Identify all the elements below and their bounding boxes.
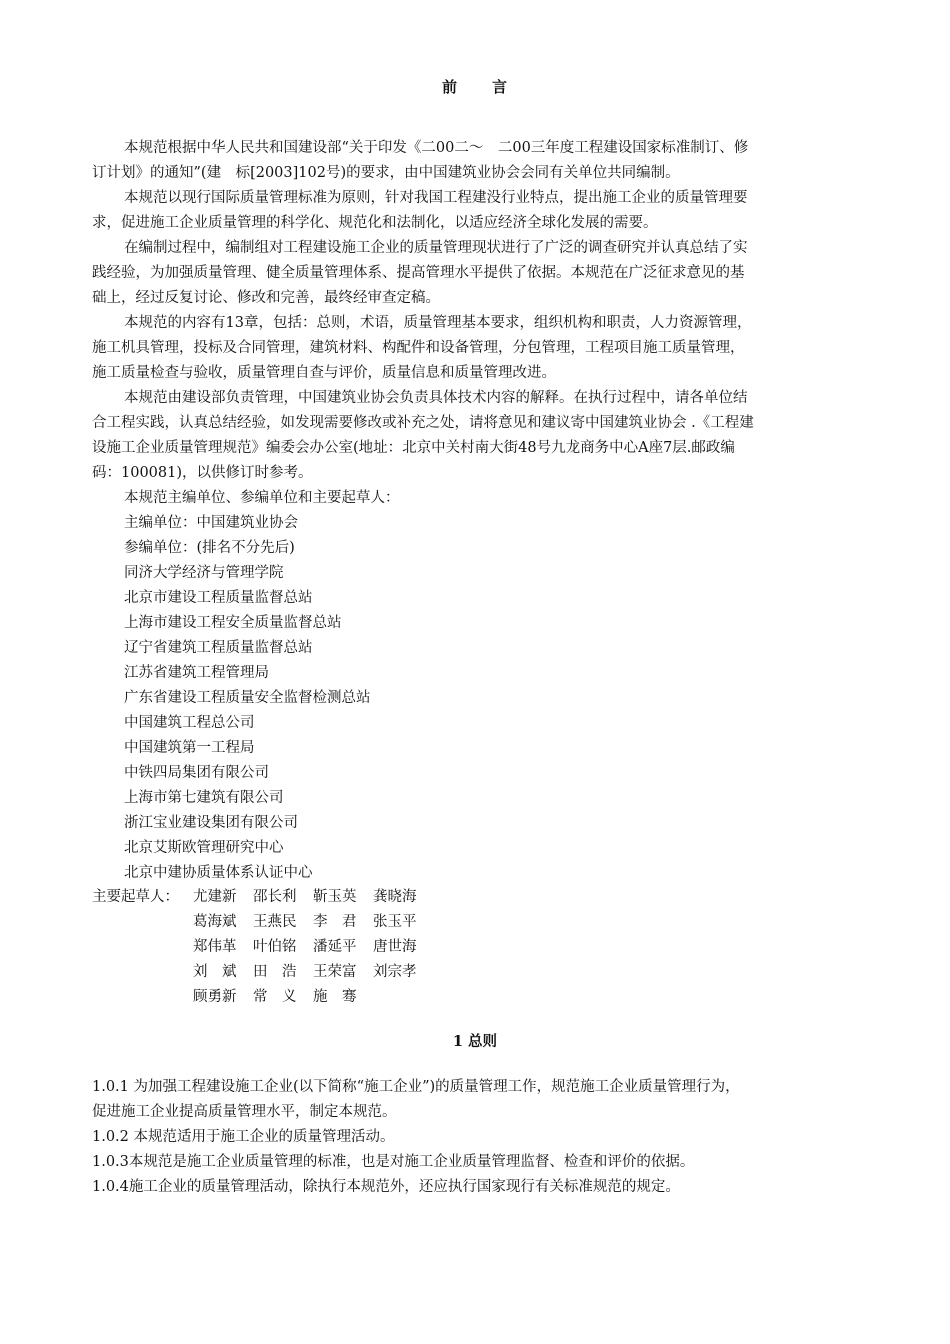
para-1-line-2: 订计划》的通知”(建 标[2003]102号)的要求，由中国建筑业协会会同有关单位共同编制。 xyxy=(92,165,680,181)
drafter-name: 常 义 xyxy=(253,989,297,1005)
unit-item: 同济大学经济与管理学院 xyxy=(124,565,284,581)
unit-item: 江苏省建筑工程管理局 xyxy=(124,665,269,681)
drafter-name: 王荣富 xyxy=(313,964,357,980)
para-1-line-1: 本规范根据中华人民共和国建设部“关于印发《二00二～ 二00三年度工程建设国家标准制订、修 xyxy=(124,140,749,156)
para-3-line-3: 础上，经过反复讨论、修改和完善，最终经审查定稿。 xyxy=(92,290,440,306)
unit-item: 北京艾斯欧管理研究中心 xyxy=(124,840,284,856)
drafters-row xyxy=(193,985,373,1010)
chapter-1-heading: 1 总则 xyxy=(452,1033,498,1050)
para-5-line-1: 本规范由建设部负责管理，中国建筑业协会负责具体技术内容的解释。在执行过程中，请各单位结 xyxy=(124,390,748,406)
para-5-line-4: 码：100081)，以供修订时参考。 xyxy=(92,465,313,481)
drafter-name: 唐世海 xyxy=(373,939,417,955)
title-char-1: 前 xyxy=(441,78,458,96)
unit-item: 上海市建设工程安全质量监督总站 xyxy=(124,615,342,631)
unit-item: 中国建筑第一工程局 xyxy=(124,740,255,756)
unit-item: 中铁四局集团有限公司 xyxy=(124,765,269,781)
drafters-row xyxy=(193,960,433,985)
drafter-name: 葛海斌 xyxy=(193,914,237,930)
drafter-name: 邵长利 xyxy=(253,889,297,905)
drafters-label: 主要起草人： xyxy=(92,889,179,905)
chief-unit: 主编单位：中国建筑业协会 xyxy=(124,515,298,531)
unit-item: 中国建筑工程总公司 xyxy=(124,715,255,731)
para-5-line-2: 合工程实践，认真总结经验，如发现需要修改或补充之处，请将意见和建议寄中国建筑业协会 .《工程建 xyxy=(92,415,754,431)
unit-item: 辽宁省建筑工程质量监督总站 xyxy=(124,640,313,656)
clause-1-0-4: 1.0.4施工企业的质量管理活动，除执行本规范外，还应执行国家现行有关标准规范的规定。 xyxy=(92,1179,680,1195)
drafters-row xyxy=(193,935,433,960)
drafter-name: 施 骞 xyxy=(313,989,357,1005)
drafter-name: 郑伟革 xyxy=(193,939,237,955)
drafters-row xyxy=(193,910,433,935)
unit-item: 浙江宝业建设集团有限公司 xyxy=(124,815,298,831)
para-3-line-1: 在编制过程中，编制组对工程建设施工企业的质量管理现状进行了广泛的调查研究并认真总结了实 xyxy=(124,240,748,256)
unit-item: 广东省建设工程质量安全监督检测总站 xyxy=(124,690,371,706)
drafter-name: 叶伯铭 xyxy=(253,939,297,955)
drafter-name: 田 浩 xyxy=(253,964,297,980)
para-2-line-2: 求，促进施工企业质量管理的科学化、规范化和法制化，以适应经济全球化发展的需要。 xyxy=(92,215,658,231)
preface-title xyxy=(0,76,950,97)
clause-1-0-3: 1.0.3本规范是施工企业质量管理的标准，也是对施工企业质量管理监督、检查和评价的依据。 xyxy=(92,1154,695,1170)
drafter-name: 张玉平 xyxy=(373,914,417,930)
units-intro: 本规范主编单位、参编单位和主要起草人： xyxy=(124,490,400,506)
drafter-name: 靳玉英 xyxy=(313,889,357,905)
drafter-name: 龚晓海 xyxy=(373,889,417,905)
drafter-name: 李 君 xyxy=(313,914,357,930)
drafter-name: 潘延平 xyxy=(313,939,357,955)
drafters-row xyxy=(193,885,433,910)
para-4-line-3: 施工质量检查与验收，质量管理自查与评价，质量信息和质量管理改进。 xyxy=(92,365,556,381)
unit-item: 北京市建设工程质量监督总站 xyxy=(124,590,313,606)
clause-1-0-1-line-2: 促进施工企业提高质量管理水平，制定本规范。 xyxy=(92,1104,397,1120)
clause-1-0-1-line-1: 1.0.1 为加强工程建设施工企业(以下简称“施工企业”)的质量管理工作，规范施工企业质量管理行为， xyxy=(92,1079,740,1095)
title-char-2: 言 xyxy=(492,78,509,96)
participating-label: 参编单位：(排名不分先后) xyxy=(124,540,295,556)
clause-1-0-2: 1.0.2 本规范适用于施工企业的质量管理活动。 xyxy=(92,1129,395,1145)
drafter-name: 刘宗孝 xyxy=(373,964,417,980)
drafter-name: 尤建新 xyxy=(193,889,237,905)
drafter-name: 刘 斌 xyxy=(193,964,237,980)
para-5-line-3: 设施工企业质量管理规范》编委会办公室(地址：北京中关村南大街48号九龙商务中心A座7层.邮政编 xyxy=(92,440,735,456)
drafter-name: 王燕民 xyxy=(253,914,297,930)
drafter-name: 顾勇新 xyxy=(193,989,237,1005)
para-2-line-1: 本规范以现行国际质量管理标准为原则，针对我国工程建没行业特点，提出施工企业的质量管理要 xyxy=(124,190,748,206)
para-4-line-2: 施工机具管理，投标及合同管理，建筑材料、构配件和设备管理，分包管理，工程项目施工质量管理， xyxy=(92,340,745,356)
para-3-line-2: 践经验，为加强质量管理、健全质量管理体系、提高管理水平提供了依据。本规范在广泛征求意见的基 xyxy=(92,265,745,281)
para-4-line-1: 本规范的内容有13章，包括：总则，术语，质量管理基本要求，组织机构和职责，人力资源管理， xyxy=(124,315,752,331)
unit-item: 上海市第七建筑有限公司 xyxy=(124,790,284,806)
unit-item: 北京中建协质量体系认证中心 xyxy=(124,865,313,881)
